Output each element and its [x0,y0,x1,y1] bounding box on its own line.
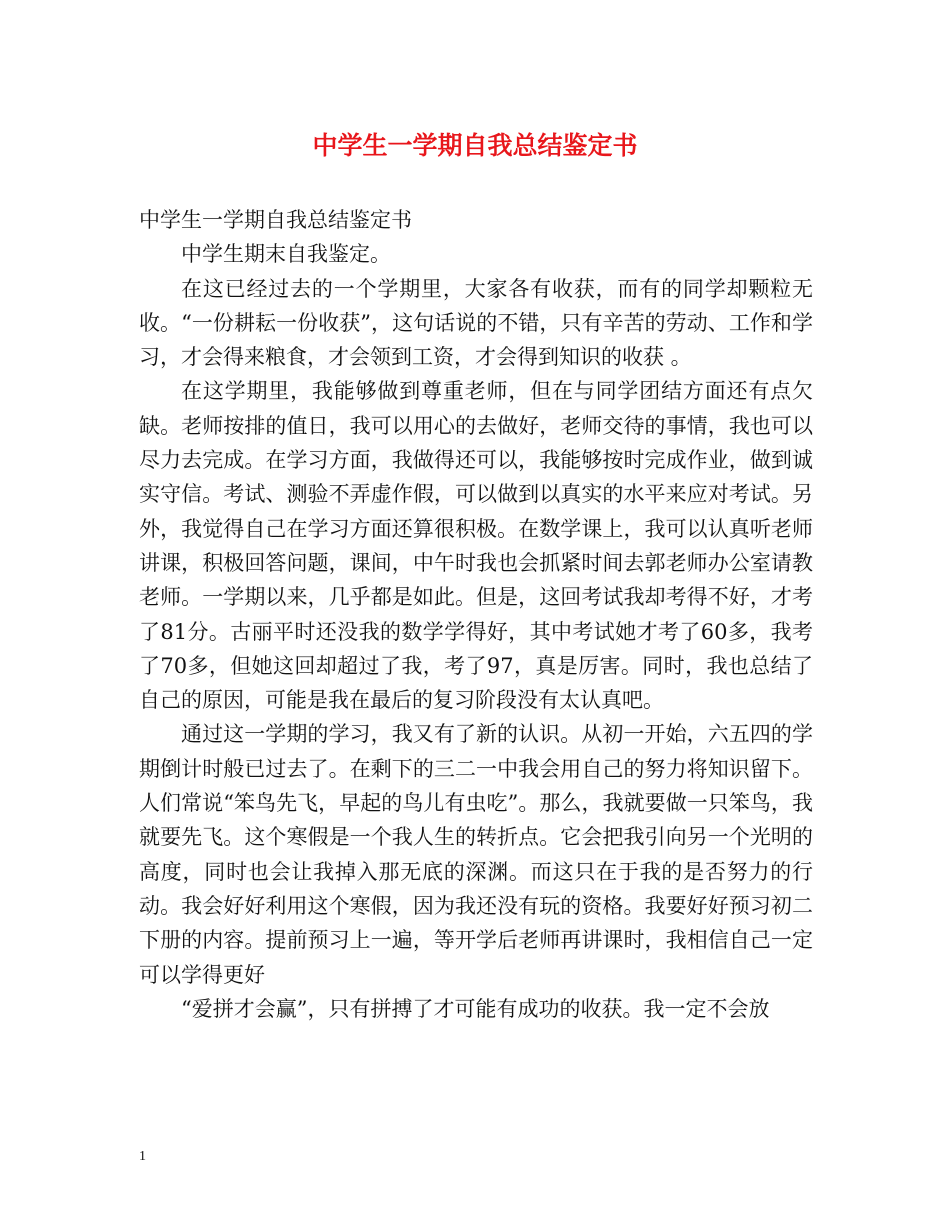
paragraph: 在这学期里，我能够做到尊重老师，但在与同学团结方面还有点欠缺。老师按排的值日，我可以用心的去做好，老师交待的事情，我也可以尽力去完成。在学习方面，我做得还可以，我能够按时完成作业，做到诚实守信。考试、测验不弄虚作假，可以做到以真实的水平来应对考试。另外，我觉得自己在学习方面还算很积极。在数学课上，我可以认真听老师讲课，积极回答问题，课间，中午时我也会抓紧时间去郭老师办公室请教老师。一学期以来，几乎都是如此。但是，这回考试我却考得不好，才考了81分。古丽平时还没我的数学学得好，其中考试她才考了60多，我考了70多，但她这回却超过了我，考了97，真是厉害。同时，我也总结了自己的原因，可能是我在最后的复习阶段没有太认真吧。 [139,379,813,713]
paragraph: 中学生期末自我鉴定。 [181,242,391,267]
paragraph: 通过这一学期的学习，我又有了新的认识。从初一开始，六五四的学期倒计时般已过去了。在剩下的三二一中我会用自己的努力将知识留下。人们常说“笨鸟先飞，早起的鸟儿有虫吃”。那么，我就要做一只笨鸟，我就要先飞。这个寒假是一个我人生的转折点。它会把我引向另一个光明的高度，同时也会让我掉入那无底的深渊。而这只在于我的是否努力的行动。我会好好利用这个寒假，因为我还没有玩的资格。我要好好预习初二下册的内容。提前预习上一遍，等开学后老师再讲课时，我相信自己一定可以学得更好 [139,722,813,987]
paragraph: 在这已经过去的一个学期里，大家各有收获，而有的同学却颗粒无收。“一份耕耘一份收获”，这句话说的不错，只有辛苦的劳动、工作和学习，才会得来粮食，才会领到工资，才会得到知识的收获 。 [139,276,813,370]
page-number: 1 [139,1149,146,1164]
document-body [139,203,813,1026]
document-title: 中学生一学期自我总结鉴定书 [312,131,638,160]
paragraph: “爱拼才会赢”，只有拼搏了才可能有成功的收获。我一定不会放 [181,996,770,1021]
document-subtitle: 中学生一学期自我总结鉴定书 [139,208,412,232]
